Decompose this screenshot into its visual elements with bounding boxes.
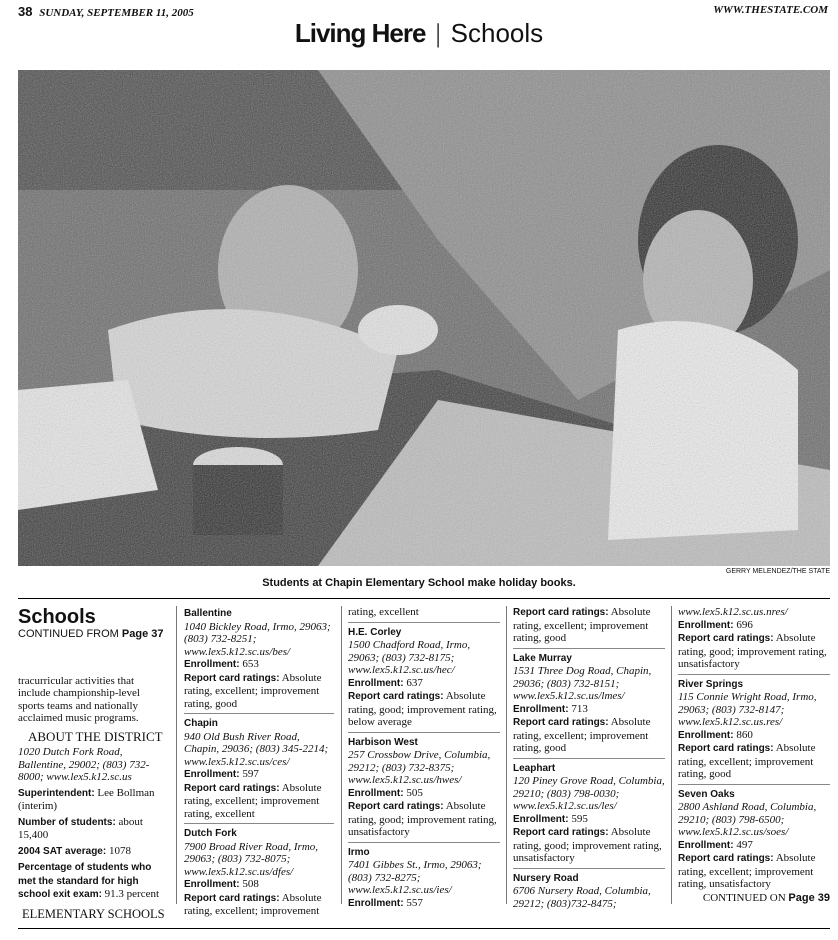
school-address: 7401 Gibbes St., Irmo, 29063; (803) 732-8275; www.lex5.k12.sc.us/ies/ — [348, 859, 482, 896]
enrollment-label: Enrollment: — [348, 677, 404, 689]
sat — [18, 845, 168, 859]
report-card-value: Absolute rating, excellent; improvement rating, good — [513, 606, 651, 644]
school-entry — [513, 763, 665, 869]
enrollment — [513, 703, 665, 717]
school-address: 7900 Broad River Road, Irmo, 29063; (803) 732-8075; www.lex5.k12.sc.us/dfes/ — [184, 840, 319, 878]
school-entry — [184, 608, 334, 714]
schools-heading: Schools — [18, 606, 96, 628]
column-2 — [184, 606, 334, 925]
column-3 — [348, 606, 500, 917]
school-name: Lake Murray — [513, 652, 572, 664]
enrollment — [678, 839, 830, 853]
school-name: River Springs — [678, 678, 744, 690]
school-name: Ballentine — [184, 608, 232, 619]
column-divider — [176, 606, 177, 904]
continued-from-page: Page 37 — [121, 628, 164, 640]
enrollment-value: 860 — [736, 728, 753, 741]
subsection-name: Schools — [450, 18, 544, 48]
enrollment — [348, 787, 500, 801]
enrollment-value: 508 — [242, 878, 259, 890]
continued-text: rating, excellent — [348, 606, 419, 618]
continued-from-text: CONTINUED FROM — [18, 628, 119, 640]
column-1 — [18, 606, 168, 920]
enrollment — [348, 897, 500, 911]
school-entry — [678, 789, 830, 894]
report-card-label: Report card ratings: — [348, 691, 444, 702]
students-value: about 15,400 — [18, 815, 143, 841]
report-card-value: Absolute rating, good; improvement rating, unsatisfactory — [348, 800, 497, 838]
column-divider — [341, 606, 342, 904]
enrollment — [678, 729, 830, 743]
section-name: Living Here — [294, 18, 426, 48]
enrollment-value: 653 — [242, 658, 259, 670]
enrollment-value: 497 — [736, 838, 753, 851]
school-name: Seven Oaks — [678, 788, 735, 800]
enrollment-label: Enrollment: — [184, 879, 240, 890]
enrollment-value: 505 — [406, 786, 423, 799]
report-card — [678, 742, 830, 781]
school-name: Nursery Road — [513, 872, 579, 884]
school-entry — [348, 847, 500, 914]
column-divider — [506, 606, 507, 904]
report-card-label: Report card ratings: — [184, 782, 280, 794]
report-card-label: Report card ratings: — [513, 607, 609, 618]
report-card-label: Report card ratings: — [348, 801, 444, 812]
school-name: Irmo — [348, 846, 370, 858]
report-card-value: Absolute rating, excellent; improvement rating, good — [678, 742, 816, 780]
report-card-value: Absolute rating, excellent; improvement rating, good — [513, 716, 651, 754]
students — [18, 816, 168, 842]
school-name: H.E. Corley — [348, 626, 402, 638]
enrollment — [348, 677, 500, 691]
superintendent — [18, 787, 168, 813]
school-address: 1040 Bickley Road, Irmo, 29063; (803) 732-8251; www.lex5.k12.sc.us/bes/ — [184, 620, 331, 658]
enrollment-label: Enrollment: — [678, 839, 734, 851]
enrollment-label: Enrollment: — [348, 787, 404, 799]
enrollment-label: Enrollment: — [678, 619, 734, 631]
sat-value: 1078 — [108, 844, 131, 857]
report-card — [184, 892, 334, 918]
exit-label: Percentage of students who met the standard for high school exit exam: — [18, 862, 152, 900]
continued-entry — [513, 606, 665, 649]
school-address: 940 Old Bush River Road, Chapin, 29036; (803) 345-2214; www.lex5.k12.sc.us/ces/ — [184, 730, 329, 768]
report-card — [513, 826, 665, 865]
superintendent-label: Superintendent: — [18, 787, 95, 799]
intro-text: tracurricular activities that include championship-level sports teams and nationally acclaimed music programs. — [18, 674, 140, 724]
school-address: 257 Crossbow Drive, Columbia, 29212; (803) 732-8375; www.lex5.k12.sc.us/hwes/ — [348, 749, 491, 786]
continued-on-page: Page 39 — [788, 892, 830, 904]
exit-exam — [18, 861, 168, 902]
continued-on-text: CONTINUED ON — [702, 892, 786, 904]
report-card — [184, 782, 334, 821]
report-card-label: Report card ratings: — [678, 633, 774, 644]
report-card-value: Absolute rating, excellent; improvement — [184, 891, 322, 917]
school-address: 6706 Nursery Road, Columbia, 29212; (803)732-8475; — [513, 885, 651, 910]
school-address: 115 Connie Wright Road, Irmo, 29063; (803) 732-8147; www.lex5.k12.sc.us.res/ — [678, 691, 817, 728]
enrollment-value: 595 — [571, 812, 588, 825]
report-card — [348, 690, 500, 729]
school-entry — [513, 653, 665, 759]
enrollment — [513, 813, 665, 827]
report-card-label: Report card ratings: — [513, 717, 609, 728]
page-date: SUNDAY, SEPTEMBER 11, 2005 — [39, 7, 194, 19]
enrollment — [184, 658, 334, 672]
enrollment-label: Enrollment: — [184, 769, 240, 780]
school-entry — [184, 718, 334, 824]
report-card-label: Report card ratings: — [184, 892, 280, 904]
bottom-rule — [18, 928, 830, 929]
page-number: 38 — [18, 4, 33, 19]
superintendent-value: Lee Bollman (interim) — [18, 786, 155, 812]
enrollment — [184, 878, 334, 892]
enrollment-label: Enrollment: — [348, 897, 404, 909]
continued-entry — [678, 606, 830, 675]
continued-from — [18, 628, 168, 641]
school-entry — [348, 737, 500, 843]
school-entry — [184, 828, 334, 921]
enrollment-label: Enrollment: — [678, 729, 734, 741]
enrollment — [184, 768, 334, 782]
enrollment-label: Enrollment: — [513, 703, 569, 715]
enrollment-value: 597 — [242, 768, 259, 780]
continued-on — [703, 892, 830, 904]
report-card-label: Report card ratings: — [678, 853, 774, 864]
exit-value: 91.3 percent — [104, 888, 160, 900]
column-5 — [678, 606, 830, 898]
district-address: 1020 Dutch Fork Road, Ballentine, 29002; (803) 732-8000; www.lex5.k12.sc.us — [18, 746, 150, 783]
report-card-value: Absolute rating, excellent; improvement rating, good — [184, 671, 322, 710]
enrollment-label: Enrollment: — [513, 813, 569, 825]
about-heading: ABOUT THE DISTRICT — [28, 728, 163, 744]
photo-credit: GERRY MELENDEZ/THE STATE — [725, 568, 830, 575]
report-card — [348, 800, 500, 839]
report-card-value: Absolute rating, good; improvement rating, unsatisfactory — [513, 826, 662, 864]
school-address: 1531 Three Dog Road, Chapin, 29036; (803) 732-8151; www.lex5.k12.sc.us/lmes/ — [513, 665, 652, 702]
sat-label: 2004 SAT average: — [18, 845, 107, 857]
school-name: Leaphart — [513, 762, 556, 774]
photo-caption: Students at Chapin Elementary School make holiday books. — [262, 577, 576, 589]
school-address: 120 Piney Grove Road, Columbia, 29210; (803) 798-0030; www.lex5.k12.sc.us/les/ — [513, 775, 665, 812]
continued-entry — [348, 606, 500, 623]
school-address: 2800 Ashland Road, Columbia, 29210; (803) 798-6500; www.lex5.k12.sc.us/soes/ — [678, 801, 817, 838]
column-divider — [671, 606, 672, 904]
report-card-label: Report card ratings: — [513, 827, 609, 838]
report-card — [513, 716, 665, 755]
enrollment-value: 557 — [406, 896, 423, 909]
site-url: WWW.THESTATE.COM — [713, 4, 828, 16]
students-label: Number of students: — [18, 816, 116, 828]
photo — [18, 70, 830, 566]
school-entry — [348, 627, 500, 733]
school-entry — [678, 679, 830, 785]
school-address: 1500 Chadford Road, Irmo, 29063; (803) 732-8175; www.lex5.k12.sc.us/hec/ — [348, 639, 471, 676]
report-card-value: Absolute rating, good; improvement rating, below average — [348, 690, 497, 728]
enrollment-value: 637 — [406, 676, 423, 689]
enrollment-value: 696 — [736, 618, 753, 631]
school-entry — [513, 873, 665, 914]
photo-image — [18, 70, 830, 566]
enrollment-label: Enrollment: — [184, 659, 240, 670]
school-name: Chapin — [184, 718, 218, 729]
enrollment — [678, 619, 830, 633]
report-card-value: Absolute rating, excellent; improvement rating, excellent — [184, 781, 322, 820]
school-name: Dutch Fork — [184, 828, 237, 839]
report-card-label: Report card ratings: — [184, 672, 280, 684]
report-card — [678, 632, 830, 671]
report-card — [678, 852, 830, 891]
report-card-value: Absolute rating, excellent; improvement rating, unsatisfactory — [678, 852, 816, 890]
section-title — [0, 18, 838, 49]
enrollment-value: 713 — [571, 702, 588, 715]
report-card — [184, 672, 334, 711]
school-address: www.lex5.k12.sc.us.nres/ — [678, 606, 788, 618]
title-separator: | — [435, 19, 441, 48]
elementary-heading: ELEMENTARY SCHOOLS — [22, 906, 165, 921]
school-name: Harbison West — [348, 736, 418, 748]
top-rule — [18, 598, 830, 599]
report-card-value: Absolute rating, good; improvement rating, unsatisfactory — [678, 632, 827, 670]
report-card-label: Report card ratings: — [678, 743, 774, 754]
column-4 — [513, 606, 665, 917]
